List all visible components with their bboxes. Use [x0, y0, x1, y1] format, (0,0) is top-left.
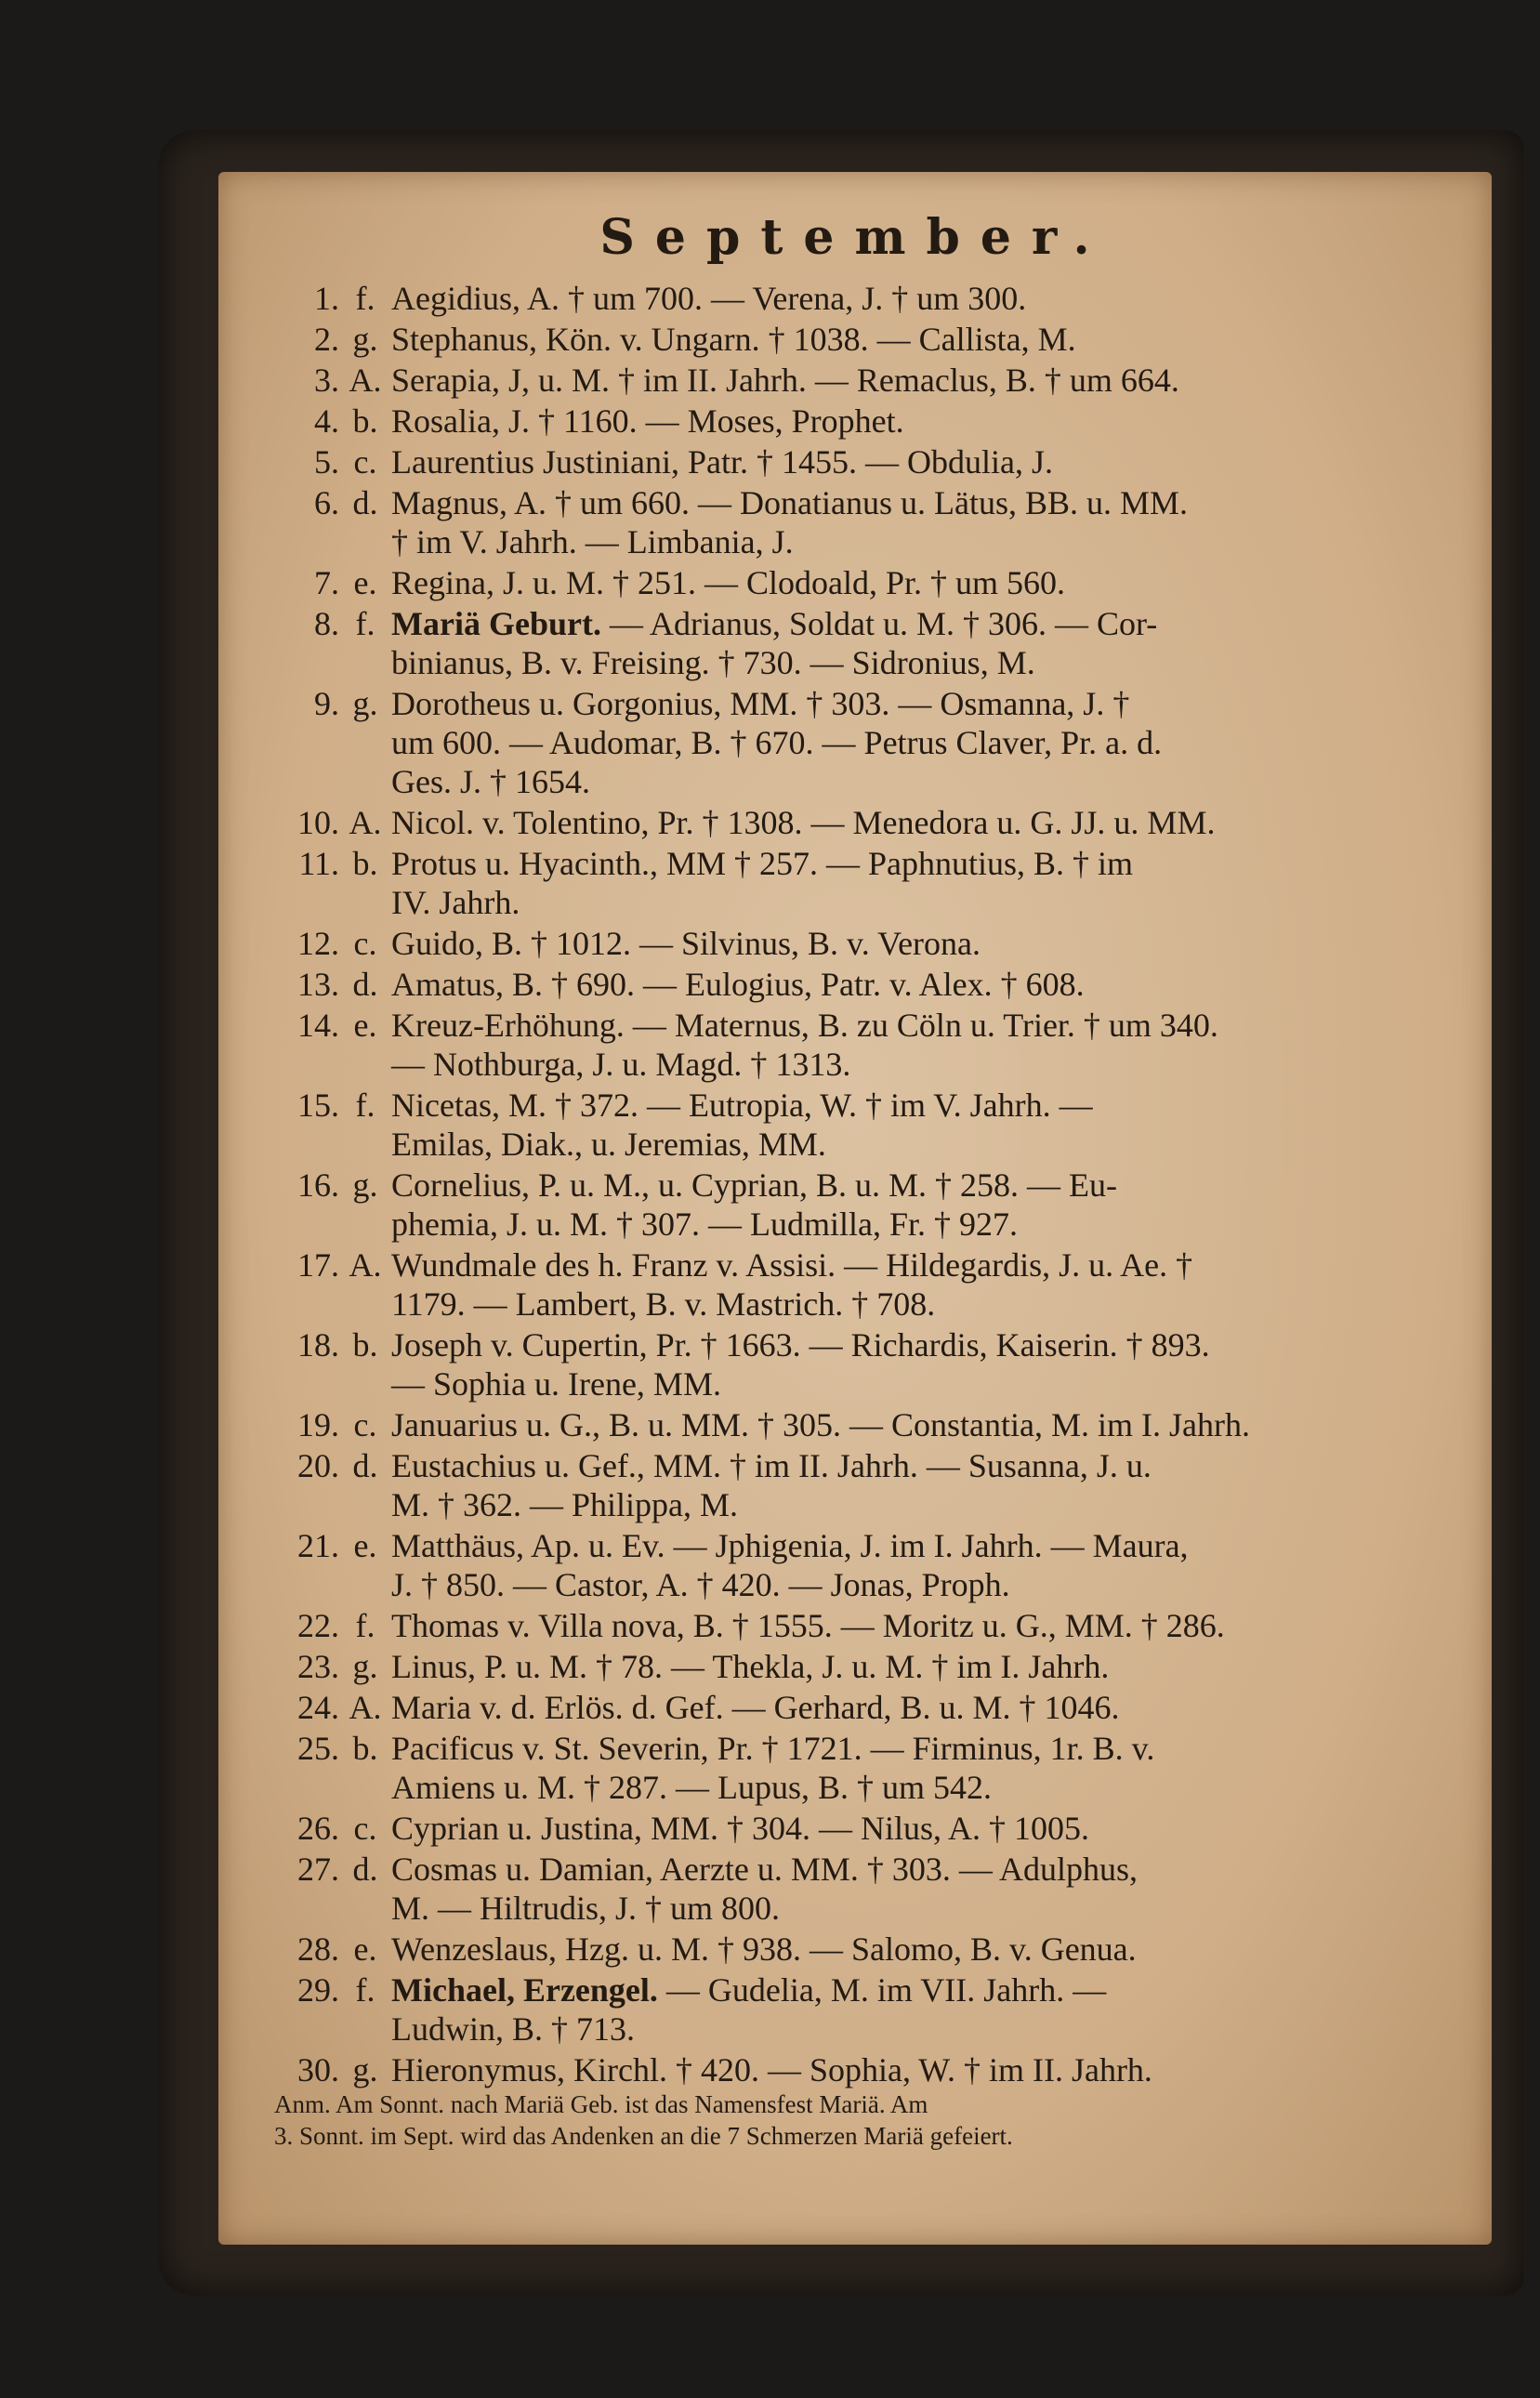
entry-text: Nicetas, M. † 372. — Eutropia, W. † im V. Jahrh. — Emilas, Diak., u. Jeremias, MM.: [391, 1087, 1093, 1163]
entry-text: Serapia, J, u. M. † im II. Jahrh. — Remaclus, B. † um 664.: [391, 362, 1179, 399]
entry-text: Eustachius u. Gef., MM. † im II. Jahrh. — Susanna, J. u. M. † 362. — Philippa, M.: [391, 1447, 1152, 1523]
day-number: 21.: [297, 1527, 339, 1564]
entry-text: Hieronymus, Kirchl. † 420. — Sophia, W. † im II. Jahrh.: [391, 2051, 1152, 2088]
dominical-letter: c.: [353, 443, 377, 481]
calendar-entry: [274, 924, 1454, 963]
entry-list: [274, 279, 1454, 2091]
saint-names: [391, 361, 1454, 400]
day-number: 2.: [314, 321, 339, 358]
saint-names: [391, 320, 1454, 359]
calendar-entry: [274, 1647, 1454, 1686]
saint-names: [391, 965, 1454, 1004]
day-number: 11.: [298, 845, 339, 882]
saint-names: [391, 563, 1454, 602]
saint-names: [391, 483, 1454, 561]
calendar-entry: [274, 1809, 1454, 1848]
day-number: 17.: [297, 1246, 339, 1284]
calendar-entry: [274, 1970, 1454, 2049]
calendar-entry: [274, 279, 1454, 318]
dominical-letter: c.: [353, 1406, 377, 1443]
dominical-letter: A.: [349, 1689, 382, 1726]
dominical-letter: g.: [352, 685, 378, 722]
dominical-letter: d.: [352, 484, 378, 521]
entry-text: Dorotheus u. Gorgonius, MM. † 303. — Osmanna, J. † um 600. — Audomar, B. † 670. — Petrus Claver, Pr. a. d. Ges. J. † 1654.: [391, 685, 1163, 800]
calendar-entry: [274, 1245, 1454, 1324]
saint-names: [391, 279, 1454, 318]
entry-text: Joseph v. Cupertin, Pr. † 1663. — Richardis, Kaiserin. † 893. — Sophia u. Irene, MM.: [391, 1326, 1210, 1403]
saint-names: [391, 442, 1454, 481]
calendar-entry: [274, 1325, 1454, 1403]
day-number: 23.: [297, 1648, 339, 1685]
dominical-letter: d.: [352, 966, 378, 1003]
saint-names: [391, 1850, 1454, 1928]
dominical-letter: A.: [349, 362, 382, 399]
calendar-entry: [274, 1526, 1454, 1604]
dominical-letter: b.: [352, 402, 378, 440]
day-number: 19.: [297, 1406, 339, 1443]
calendar-entry: [274, 844, 1454, 922]
calendar-entry: [274, 1850, 1454, 1928]
dominical-letter: f.: [355, 1971, 375, 2009]
calendar-entry: [274, 442, 1454, 481]
saint-names: [391, 924, 1454, 963]
dominical-letter: b.: [352, 1326, 378, 1364]
day-number: 10.: [297, 804, 339, 841]
entry-text: — Adrianus, Soldat u. M. † 306. — Cor- binianus, B. v. Freising. † 730. — Sidronius, M.: [391, 605, 1158, 681]
saint-names: [391, 1006, 1454, 1084]
dominical-letter: d.: [352, 1447, 378, 1484]
entry-text: Laurentius Justiniani, Patr. † 1455. — Obdulia, J.: [391, 443, 1053, 481]
day-number: 22.: [297, 1607, 339, 1644]
feast-highlight: Michael, Erzengel.: [391, 1971, 658, 2009]
calendar-entry: [274, 1166, 1454, 1244]
day-number: 15.: [297, 1087, 339, 1124]
dominical-letter: f.: [355, 1607, 375, 1644]
calendar-entry: [274, 965, 1454, 1004]
dominical-letter: g.: [352, 1648, 378, 1685]
dominical-letter: A.: [349, 804, 382, 841]
entry-text: Magnus, A. † um 660. — Donatianus u. Lätus, BB. u. MM. † im V. Jahrh. — Limbania, J.: [391, 484, 1189, 560]
day-number: 27.: [297, 1851, 339, 1888]
day-number: 29.: [297, 1971, 339, 2009]
entry-text: Januarius u. G., B. u. MM. † 305. — Constantia, M. im I. Jahrh.: [391, 1406, 1250, 1443]
calendar-entry: [274, 1688, 1454, 1727]
entry-text: Wenzeslaus, Hzg. u. M. † 938. — Salomo, B. v. Genua.: [391, 1930, 1137, 1968]
calendar-entry: [274, 1930, 1454, 1969]
entry-text: Aegidius, A. † um 700. — Verena, J. † um 300.: [391, 280, 1027, 317]
entry-text: Nicol. v. Tolentino, Pr. † 1308. — Menedora u. G. JJ. u. MM.: [391, 804, 1216, 841]
saint-names: [391, 1930, 1454, 1969]
day-number: 30.: [297, 2051, 339, 2088]
entry-text: Regina, J. u. M. † 251. — Clodoald, Pr. † um 560.: [391, 564, 1066, 601]
saint-names: [391, 1729, 1454, 1807]
calendar-entry: [274, 1729, 1454, 1807]
day-number: 24.: [297, 1689, 339, 1726]
day-number: 26.: [297, 1810, 339, 1847]
dominical-letter: e.: [353, 1527, 377, 1564]
entry-text: Matthäus, Ap. u. Ev. — Jphigenia, J. im I. Jahrh. — Maura, J. † 850. — Castor, A. † 420. — Jonas, Proph.: [391, 1527, 1189, 1603]
day-number: 9.: [314, 685, 339, 722]
saint-names: [391, 1325, 1454, 1403]
saint-names: [391, 1970, 1454, 2049]
day-number: 16.: [297, 1166, 339, 1204]
dominical-letter: f.: [355, 1087, 375, 1124]
calendar-page: [218, 172, 1492, 2245]
calendar-entry: [274, 563, 1454, 602]
dominical-letter: b.: [352, 1730, 378, 1767]
day-number: 1.: [314, 280, 339, 317]
entry-text: Stephanus, Kön. v. Ungarn. † 1038. — Callista, M.: [391, 321, 1076, 358]
entry-text: Kreuz-Erhöhung. — Maternus, B. zu Cöln u. Trier. † um 340. — Nothburga, J. u. Magd. † 1313.: [391, 1007, 1218, 1083]
dominical-letter: c.: [353, 925, 377, 962]
dominical-letter: g.: [352, 1166, 378, 1204]
entry-text: Rosalia, J. † 1160. — Moses, Prophet.: [391, 402, 904, 440]
entry-text: Protus u. Hyacinth., MM † 257. — Paphnutius, B. † im IV. Jahrh.: [391, 845, 1134, 921]
calendar-entry: [274, 402, 1454, 441]
calendar-entry: [274, 1405, 1454, 1444]
entry-text: Cyprian u. Justina, MM. † 304. — Nilus, A. † 1005.: [391, 1810, 1090, 1847]
saint-names: [391, 803, 1454, 842]
dominical-letter: f.: [355, 280, 375, 317]
saint-names: [391, 402, 1454, 441]
day-number: 7.: [314, 564, 339, 601]
calendar-entry: [274, 1606, 1454, 1645]
saint-names: [391, 1086, 1454, 1164]
day-number: 13.: [297, 966, 339, 1003]
dominical-letter: e.: [353, 1007, 377, 1044]
entry-text: Linus, P. u. M. † 78. — Thekla, J. u. M. † im I. Jahrh.: [391, 1648, 1110, 1685]
calendar-entry: [274, 1006, 1454, 1084]
saint-names: [391, 1809, 1454, 1848]
entry-text: Wundmale des h. Franz v. Assisi. — Hildegardis, J. u. Ae. † 1179. — Lambert, B. v. Mastrich. † 708.: [391, 1246, 1193, 1323]
dominical-letter: f.: [355, 605, 375, 642]
saint-names: [391, 844, 1454, 922]
saint-names: [391, 1606, 1454, 1645]
entry-text: Cornelius, P. u. M., u. Cyprian, B. u. M. † 258. — Eu- phemia, J. u. M. † 307. — Ludmilla, Fr. † 927.: [391, 1166, 1118, 1243]
saint-names: [391, 1688, 1454, 1727]
calendar-entry: [274, 604, 1454, 682]
day-number: 3.: [314, 362, 339, 399]
dominical-letter: e.: [353, 1930, 377, 1968]
day-number: 8.: [314, 605, 339, 642]
calendar-entry: [274, 320, 1454, 359]
saint-names: [391, 1166, 1454, 1244]
calendar-entry: [274, 1446, 1454, 1524]
calendar-entry: [274, 2050, 1454, 2089]
day-number: 12.: [297, 925, 339, 962]
day-number: 18.: [297, 1326, 339, 1364]
saint-names: [391, 2050, 1454, 2089]
footnote: Anm. Am Sonnt. nach Mariä Geb. ist das Namensfest Mariä. Am 3. Sonnt. im Sept. wird das Andenken an die 7 Schmerzen Mariä gefeiert.: [274, 2090, 1013, 2150]
saint-names: [391, 604, 1454, 682]
dominical-letter: b.: [352, 845, 378, 882]
entry-text: Guido, B. † 1012. — Silvinus, B. v. Verona.: [391, 925, 981, 962]
dominical-letter: g.: [352, 2051, 378, 2088]
day-number: 28.: [297, 1930, 339, 1968]
day-number: 25.: [297, 1730, 339, 1767]
entry-text: Maria v. d. Erlös. d. Gef. — Gerhard, B. u. M. † 1046.: [391, 1689, 1120, 1726]
dominical-letter: d.: [352, 1851, 378, 1888]
calendar-entry: [274, 803, 1454, 842]
month-title: September.: [599, 209, 1111, 266]
entry-text: — Gudelia, M. im VII. Jahrh. — Ludwin, B. † 713.: [391, 1971, 1107, 2048]
saint-names: [391, 684, 1454, 801]
day-number: 6.: [314, 484, 339, 521]
dominical-letter: c.: [353, 1810, 377, 1847]
entry-text: Cosmas u. Damian, Aerzte u. MM. † 303. — Adulphus, M. — Hiltrudis, J. † um 800.: [391, 1851, 1138, 1927]
saint-names: [391, 1245, 1454, 1324]
day-number: 4.: [314, 402, 339, 440]
day-number: 5.: [314, 443, 339, 481]
calendar-entry: [274, 361, 1454, 400]
saint-names: [391, 1526, 1454, 1604]
dominical-letter: e.: [353, 564, 377, 601]
saint-names: [391, 1405, 1454, 1444]
day-number: 14.: [297, 1007, 339, 1044]
dominical-letter: g.: [352, 321, 378, 358]
calendar-entry: [274, 483, 1454, 561]
calendar-entry: [274, 1086, 1454, 1164]
entry-text: Amatus, B. † 690. — Eulogius, Patr. v. Alex. † 608.: [391, 966, 1085, 1003]
dominical-letter: A.: [349, 1246, 382, 1284]
calendar-entry: [274, 684, 1454, 801]
entry-text: Thomas v. Villa nova, B. † 1555. — Moritz u. G., MM. † 286.: [391, 1607, 1225, 1644]
feast-highlight: Mariä Geburt.: [391, 605, 601, 642]
saint-names: [391, 1647, 1454, 1686]
entry-text: Pacificus v. St. Severin, Pr. † 1721. — Firminus, 1r. B. v. Amiens u. M. † 287. — Lupus, B. † um 542.: [391, 1730, 1155, 1806]
day-number: 20.: [297, 1447, 339, 1484]
saint-names: [391, 1446, 1454, 1524]
